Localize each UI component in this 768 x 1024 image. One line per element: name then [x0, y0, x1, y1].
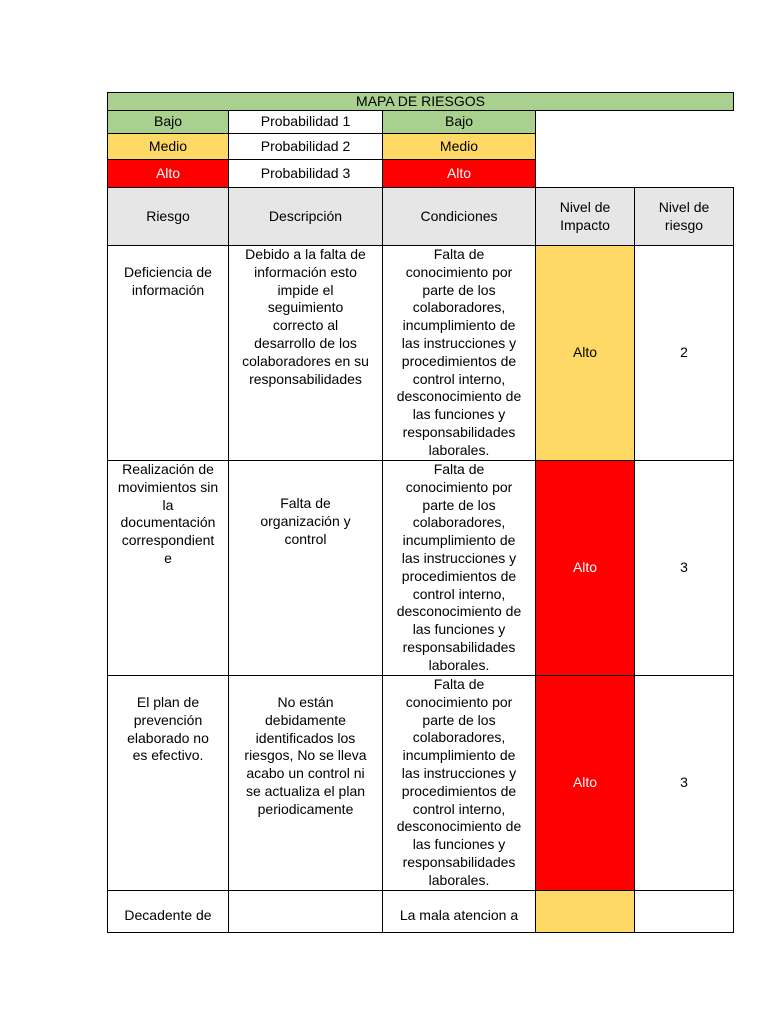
- risk-map-title: MAPA DE RIESGOS: [107, 92, 734, 111]
- row-1-condiciones: Falta de conocimiento por parte de los colaboradores, incumplimiento de las instrucciones y procedimientos de control interno, desconocimiento de las funciones y responsabilidades laborales.: [382, 245, 536, 461]
- row-2-nivel-riesgo: 3: [634, 460, 734, 676]
- row-2-descripcion: Falta de organización y control: [228, 460, 383, 676]
- row-3-nivel-impacto: Alto: [535, 675, 635, 891]
- legend-probability-2: Probabilidad 2: [228, 133, 383, 160]
- row-4-condiciones: La mala atencion a: [382, 890, 536, 933]
- row-1-nivel-riesgo: 2: [634, 245, 734, 461]
- header-riesgo: Riesgo: [107, 187, 229, 246]
- legend-probability-1: Probabilidad 1: [228, 110, 383, 134]
- legend-level-alto: Alto: [107, 159, 229, 188]
- row-3-descripcion: No están debidamente identificados los riesgos, No se lleva acabo un control ni se actualiza el plan periodicamente: [228, 675, 383, 891]
- legend-level-bajo: Bajo: [107, 110, 229, 134]
- row-2-condiciones: Falta de conocimiento por parte de los colaboradores, incumplimiento de las instrucciones y procedimientos de control interno, desconocimiento de las funciones y responsabilidades laborales.: [382, 460, 536, 676]
- legend-level-bajo-2: Bajo: [382, 110, 536, 134]
- row-4-riesgo: Decadente de: [107, 890, 229, 933]
- row-2-riesgo: Realización de movimientos sin la documentación correspondient e: [107, 460, 229, 676]
- row-3-nivel-riesgo: 3: [634, 675, 734, 891]
- header-descripcion: Descripción: [228, 187, 383, 246]
- row-3-condiciones: Falta de conocimiento por parte de los colaboradores, incumplimiento de las instrucciones y procedimientos de control interno, desconocimiento de las funciones y responsabilidades laborales.: [382, 675, 536, 891]
- legend-probability-3: Probabilidad 3: [228, 159, 383, 188]
- row-1-nivel-impacto: Alto: [535, 245, 635, 461]
- row-4-nivel-impacto: [535, 890, 635, 933]
- row-1-descripcion: Debido a la falta de información esto impide el seguimiento correcto al desarrollo de los colaboradores en su responsabilidades: [228, 245, 383, 461]
- legend-level-medio-2: Medio: [382, 133, 536, 160]
- header-nivel-riesgo: Nivel de riesgo: [634, 187, 734, 246]
- header-nivel-impacto: Nivel de Impacto: [535, 187, 635, 246]
- row-2-nivel-impacto: Alto: [535, 460, 635, 676]
- row-4-descripcion: [228, 890, 383, 933]
- header-condiciones: Condiciones: [382, 187, 536, 246]
- row-4-nivel-riesgo: [634, 890, 734, 933]
- legend-level-alto-2: Alto: [382, 159, 536, 188]
- row-1-riesgo: Deficiencia de información: [107, 245, 229, 461]
- row-3-riesgo: El plan de prevención elaborado no es efectivo.: [107, 675, 229, 891]
- legend-level-medio: Medio: [107, 133, 229, 160]
